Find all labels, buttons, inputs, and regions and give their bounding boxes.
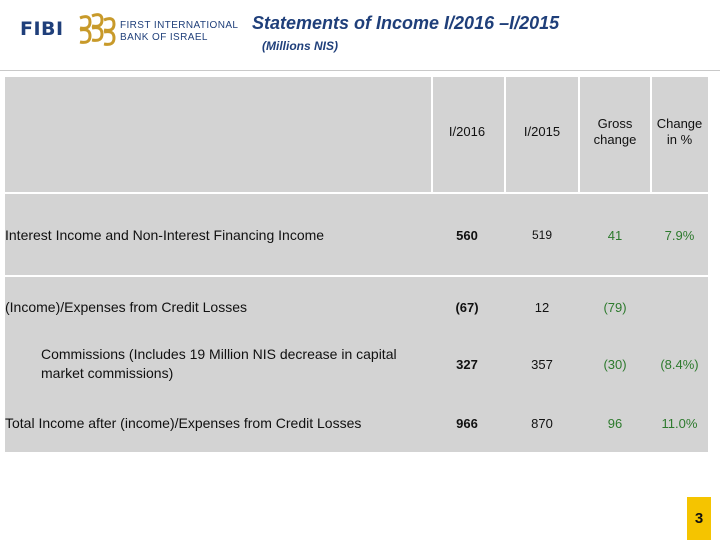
table-cell: 870 [531,415,553,431]
row-divider [5,275,708,277]
bank-name [120,20,238,44]
table-cell: 327 [456,356,478,372]
table-cell: (8.4%) [660,356,699,372]
logo-abbrev: FIBI [20,18,64,40]
table-cell: 41 [607,227,623,243]
table-cell: 7.9% [664,227,695,243]
table-cell: 519 [531,228,553,242]
page-subtitle: (Millions NIS) [262,39,338,53]
column-header: I/2016 [448,124,486,139]
table-cell: (30) [603,356,627,372]
column-header [579,107,651,157]
column-header [651,107,708,157]
column-header: I/2015 [523,124,561,139]
table-cell: 560 [456,227,478,243]
table-cell: 357 [531,356,553,372]
row-label: Total Income after (income)/Expenses from Credit Losses [5,414,362,431]
table-cell: 966 [456,415,478,431]
row-label: Commissions (Includes 19 Million NIS decrease in capital market commissions) [41,346,397,381]
page-title: Statements of Income I/2016 –I/2015 [252,13,560,33]
bank-logo-icon [76,12,116,48]
column-header-line: in % [666,132,693,147]
table-cell: (79) [603,299,627,315]
bank-name-line2: BANK OF ISRAEL [120,32,208,43]
table-cell: 96 [607,415,623,431]
column-header-line: change [593,132,637,147]
bank-name-line1: FIRST INTERNATIONAL [120,20,239,31]
income-table [5,77,708,452]
column-header-line: Change [656,116,703,131]
table-cell [651,294,708,320]
table-cell: (67) [455,299,479,315]
table-cell: 12 [534,299,550,315]
table-cell: 11.0% [661,415,698,431]
header-divider [0,70,720,71]
column-header-line: Gross [597,116,633,131]
page-number: 3 [687,497,711,540]
header [0,0,720,70]
row-divider [5,192,708,194]
row-label: (Income)/Expenses from Credit Losses [5,299,247,315]
row-label: Interest Income and Non-Interest Financing Income [5,227,325,243]
